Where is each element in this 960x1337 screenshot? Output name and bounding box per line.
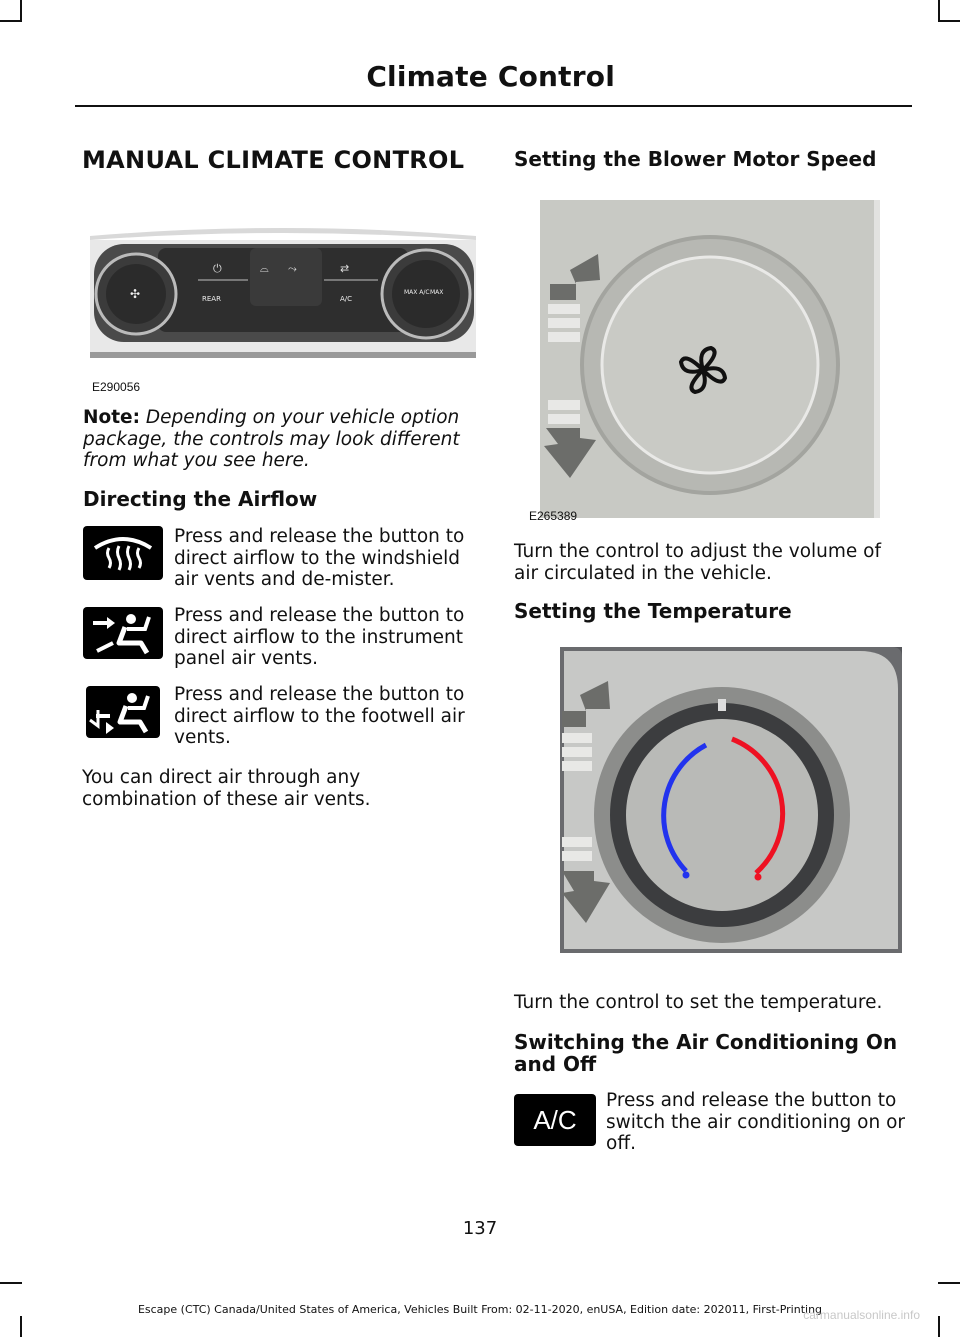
svg-text:⇄: ⇄ [340,262,350,275]
ac-paragraph: Press and release the button to switch the air conditioning on or off. [606,1090,906,1154]
figure-code: E290056 [92,380,141,394]
blower-heading: Setting the Blower Motor Speed [514,147,877,171]
crop-mark [0,1282,22,1284]
blower-dial-illustration [540,200,880,518]
windshield-defrost-icon [83,526,163,580]
figure-code: E265389 [529,509,578,523]
page-heading: MANUAL CLIMATE CONTROL [82,146,465,174]
temperature-dial-illustration [560,647,902,953]
svg-text:✣: ✣ [130,287,141,301]
panel-max-label: MAX [430,289,444,296]
airflow-item-text: Press and release the button to direct airflow to the windshield air vents and de-mister. [174,526,465,590]
panel-max-ac-label: MAX A/C [404,289,430,296]
climate-panel-figure [88,224,478,374]
svg-text:⌓: ⌓ [260,262,269,275]
temperature-control-figure [560,647,902,953]
blower-control-figure [540,200,880,518]
crop-mark [938,20,960,22]
note-label: Note: [83,407,140,428]
footwell-vent-icon [86,686,160,738]
note-text: Depending on your vehicle option package, the controls may look different from what you see here. [83,407,460,471]
crop-mark [938,1316,940,1337]
svg-text:⤳: ⤳ [288,262,297,275]
airflow-heading: Directing the Airflow [83,487,318,511]
crop-mark [938,1282,960,1284]
climate-panel-illustration [88,224,478,374]
air-conditioning-icon [514,1094,596,1146]
svg-text:⏻: ⏻ [213,262,222,275]
footer-text: Escape (CTC) Canada/United States of America, Vehicles Built From: 02-11-2020, enUSA, Edition date: 202011, First-Printing [137,1303,823,1316]
ac-heading: Switching the Air Conditioning On and Off [514,1030,898,1076]
airflow-item-text: Press and release the button to direct airflow to the instrument panel air vents. [174,605,465,669]
section-title: Climate Control [366,60,615,93]
combination-paragraph: You can direct air through any combination of these air vents. [82,767,371,810]
panel-rear-label: REAR [202,295,221,303]
watermark: carmanualsonline.info [803,1308,920,1322]
page-number: 137 [462,1218,498,1239]
note-paragraph [83,407,468,472]
crop-mark [0,20,22,22]
ac-icon-label: A/C [533,1104,577,1135]
panel-ac-label: A/C [340,295,353,303]
temperature-paragraph: Turn the control to set the temperature. [514,992,883,1013]
temperature-heading: Setting the Temperature [514,599,792,623]
crop-mark [938,0,940,22]
crop-mark [20,0,22,22]
panel-vent-icon [83,607,163,659]
blower-paragraph: Turn the control to adjust the volume of air circulated in the vehicle. [514,541,882,584]
airflow-item-text: Press and release the button to direct airflow to the footwell air vents. [174,684,465,748]
header-divider [75,105,912,107]
crop-mark [20,1316,22,1337]
